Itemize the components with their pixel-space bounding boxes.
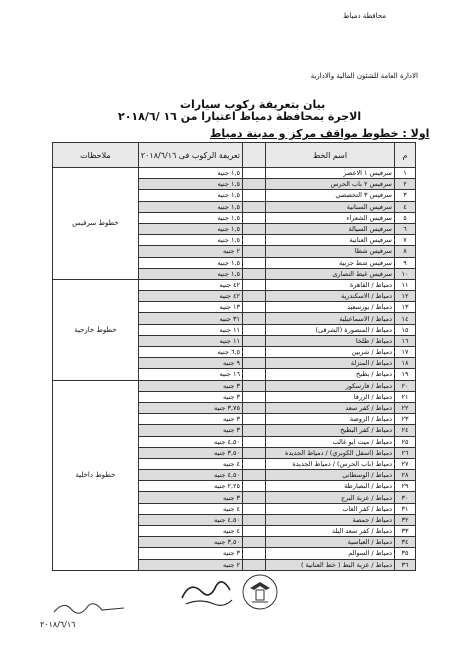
empty-cell: [243, 168, 266, 179]
empty-cell: [243, 291, 266, 302]
fare-value: ٤ جنيه: [138, 458, 242, 469]
fare-value: ٤,٥٠ جنيه: [138, 470, 242, 481]
route-name: دمياط / المنزلة: [266, 358, 395, 369]
signature-date: ٢٠١٨/٦/١٦: [40, 620, 76, 629]
empty-cell: [243, 447, 266, 458]
fare-value: ٣ جنيه: [138, 492, 242, 503]
fare-value: ١,٥ جنيه: [138, 268, 242, 279]
section-title: اولا : خطوط مواقف مركز و مدينة دمياط: [210, 127, 430, 140]
row-number: ٥: [395, 212, 416, 223]
row-number: ١٢: [395, 291, 416, 302]
header-num: م: [395, 143, 416, 168]
empty-cell: [243, 279, 266, 290]
route-name: سرفيس ٢ باب الحرس: [266, 179, 395, 190]
route-name: دمياط / الوسطانى: [266, 470, 395, 481]
route-name: سرفيس العنانية: [266, 235, 395, 246]
empty-cell: [243, 223, 266, 234]
fare-value: ٤ جنيه: [138, 503, 242, 514]
route-name: دمياط / كفر الغاب: [266, 503, 395, 514]
fare-value: ١,٥ جنيه: [138, 223, 242, 234]
fare-value: ٣١ جنيه: [138, 313, 242, 324]
fare-value: ٤ جنيه: [138, 526, 242, 537]
route-name: دمياط / جمصة: [266, 514, 395, 525]
document-subtitle: الاجرة بمحافظة دمياط اعتبارا من ١٦ /٢٠١٨/٦: [118, 110, 362, 123]
row-number: ٣٤: [395, 537, 416, 548]
governorate-header: محافظة دمياط: [343, 12, 387, 20]
empty-cell: [243, 414, 266, 425]
route-name: سرفيس شطا: [266, 246, 395, 257]
row-number: ١٩: [395, 369, 416, 380]
group-note: خطوط داخلية: [53, 380, 139, 570]
row-number: ٢٨: [395, 470, 416, 481]
row-number: ١: [395, 168, 416, 179]
row-number: ٣٦: [395, 559, 416, 570]
row-number: ٧: [395, 235, 416, 246]
fare-value: ١,٥ جنيه: [138, 235, 242, 246]
route-name: دمياط / بطيخ: [266, 369, 395, 380]
fare-value: ٣,٧٥ جنيه: [138, 402, 242, 413]
fare-value: ١,٥ جنيه: [138, 212, 242, 223]
eagle-seal-icon: [240, 572, 280, 612]
route-name: دمياط / كفر سعد: [266, 402, 395, 413]
row-number: ٢١: [395, 391, 416, 402]
route-name: دمياط / بورسعيد: [266, 302, 395, 313]
row-number: ١٣: [395, 302, 416, 313]
header-blank: [243, 143, 266, 168]
row-number: ٣٠: [395, 492, 416, 503]
empty-cell: [243, 212, 266, 223]
fare-value: ١١ جنيه: [138, 335, 242, 346]
row-number: ٣٥: [395, 548, 416, 559]
row-number: ٣١: [395, 503, 416, 514]
route-name: سرفيس الشعراء: [266, 212, 395, 223]
empty-cell: [243, 246, 266, 257]
route-name: دمياط / القاهرة: [266, 279, 395, 290]
table-row: [53, 168, 416, 179]
fare-value: ٤,٥٠ جنيه: [138, 436, 242, 447]
empty-cell: [243, 436, 266, 447]
row-number: ٢٦: [395, 447, 416, 458]
fares-table: [52, 142, 416, 571]
empty-cell: [243, 470, 266, 481]
empty-cell: [243, 503, 266, 514]
handwritten-signature: [50, 598, 130, 620]
fare-value: ٢ جنيه: [138, 559, 242, 570]
fare-value: ٣ جنيه: [138, 391, 242, 402]
table-header-row: [53, 143, 416, 168]
empty-cell: [243, 347, 266, 358]
empty-cell: [243, 201, 266, 212]
fare-value: ١٦ جنيه: [138, 369, 242, 380]
row-number: ٣: [395, 190, 416, 201]
route-name: دمياط (اسفل الكوبري) / دمياط الجديدة: [266, 447, 395, 458]
route-name: دمياط / عزبة البط ( خط العنانية ): [266, 559, 395, 570]
route-name: دمياط / المنصورة (الشرقى): [266, 324, 395, 335]
empty-cell: [243, 335, 266, 346]
row-number: ٦: [395, 223, 416, 234]
fare-value: ٣ جنيه: [138, 414, 242, 425]
empty-cell: [243, 537, 266, 548]
empty-cell: [243, 369, 266, 380]
route-name: سرفيس ١ الاعصر: [266, 168, 395, 179]
row-number: ٩: [395, 257, 416, 268]
route-name: سرفيس السيالة: [266, 223, 395, 234]
route-name: دمياط / الاسماعيلية: [266, 313, 395, 324]
empty-cell: [243, 425, 266, 436]
fare-value: ٢ جنيه: [138, 246, 242, 257]
fare-value: ٤,٥٠ جنيه: [138, 514, 242, 525]
row-number: ٤: [395, 201, 416, 212]
empty-cell: [243, 559, 266, 570]
fare-value: ٣ جنيه: [138, 548, 242, 559]
empty-cell: [243, 458, 266, 469]
route-name: دمياط / الزرقا: [266, 391, 395, 402]
row-number: ٨: [395, 246, 416, 257]
row-number: ١١: [395, 279, 416, 290]
route-name: دمياط / كفر البطيخ: [266, 425, 395, 436]
empty-cell: [243, 548, 266, 559]
empty-cell: [243, 235, 266, 246]
row-number: ٢: [395, 179, 416, 190]
empty-cell: [243, 391, 266, 402]
route-name: دمياط (باب الحرس) / دمياط الجديدة: [266, 458, 395, 469]
fare-value: ٩ جنيه: [138, 358, 242, 369]
fare-value: ٤٢ جنيه: [138, 291, 242, 302]
fare-value: ٦,٥ جنيه: [138, 347, 242, 358]
empty-cell: [243, 358, 266, 369]
row-number: ١٠: [395, 268, 416, 279]
empty-cell: [243, 179, 266, 190]
empty-cell: [243, 492, 266, 503]
fare-value: ٣ جنيه: [138, 380, 242, 391]
empty-cell: [243, 514, 266, 525]
empty-cell: [243, 402, 266, 413]
row-number: ٢٤: [395, 425, 416, 436]
fare-value: ١,٥ جنيه: [138, 179, 242, 190]
route-name: دمياط / عزبة البرج: [266, 492, 395, 503]
group-note: خطوط خارجية: [53, 279, 139, 380]
table-row: [53, 380, 416, 391]
fare-value: ٣ جنيه: [138, 425, 242, 436]
route-name: دمياط / العباسية: [266, 537, 395, 548]
row-number: ٢٢: [395, 402, 416, 413]
row-number: ٢٥: [395, 436, 416, 447]
fare-value: ٤٢ جنيه: [138, 279, 242, 290]
route-name: دمياط / كفر سعد البلد: [266, 526, 395, 537]
route-name: سرفيس السنانية: [266, 201, 395, 212]
header-fare: تعريفة الركوب فى ٢٠١٨/٦/١٦: [138, 143, 242, 168]
route-name: دمياط / شربين: [266, 347, 395, 358]
empty-cell: [243, 313, 266, 324]
row-number: ٢٠: [395, 380, 416, 391]
fare-value: ١,٥ جنيه: [138, 168, 242, 179]
department-header: الادارة العامة للشئون المالية والادارية: [310, 72, 418, 80]
empty-cell: [243, 526, 266, 537]
row-number: ٢٩: [395, 481, 416, 492]
empty-cell: [243, 302, 266, 313]
row-number: ١٦: [395, 335, 416, 346]
row-number: ٣٢: [395, 514, 416, 525]
group-note: خطوط سرفيس: [53, 168, 139, 280]
header-line-name: اسم الخط: [266, 143, 395, 168]
route-name: دمياط / الاسكندرية: [266, 291, 395, 302]
route-name: سرفيس ٣ التخصصي: [266, 190, 395, 201]
empty-cell: [243, 481, 266, 492]
route-name: دمياط / ميت ابو غالب: [266, 436, 395, 447]
route-name: دمياط / الروضة: [266, 414, 395, 425]
row-number: ١٨: [395, 358, 416, 369]
route-name: دمياط / البصارطة: [266, 481, 395, 492]
row-number: ٣٣: [395, 526, 416, 537]
fare-value: ١,٥ جنيه: [138, 190, 242, 201]
fare-value: ١٣ جنيه: [138, 302, 242, 313]
fare-value: ٣,٥٠ جنيه: [138, 447, 242, 458]
fare-value: ١١ جنيه: [138, 324, 242, 335]
header-notes: ملاحظات: [53, 143, 139, 168]
fare-value: ٢,٢٥ جنيه: [138, 481, 242, 492]
fare-value: ١,٥ جنيه: [138, 201, 242, 212]
empty-cell: [243, 268, 266, 279]
empty-cell: [243, 190, 266, 201]
row-number: ٢٧: [395, 458, 416, 469]
document-title: بيان بتعريفة ركوب سيارات: [180, 98, 326, 111]
empty-cell: [243, 324, 266, 335]
route-name: دمياط / طلخا: [266, 335, 395, 346]
fare-value: ١,٥ جنيه: [138, 257, 242, 268]
table-row: [53, 279, 416, 290]
empty-cell: [243, 380, 266, 391]
row-number: ١٤: [395, 313, 416, 324]
route-name: دمياط / فارسكور: [266, 380, 395, 391]
empty-cell: [243, 257, 266, 268]
route-name: سرفيس غيط النصارى: [266, 268, 395, 279]
route-name: سرفيس شط جربية: [266, 257, 395, 268]
stamp-signature: [176, 570, 236, 614]
row-number: ١٧: [395, 347, 416, 358]
table-body: [53, 168, 416, 571]
row-number: ١٥: [395, 324, 416, 335]
fare-value: ٣,٥٠ جنيه: [138, 537, 242, 548]
row-number: ٢٣: [395, 414, 416, 425]
route-name: دمياط / السوالم: [266, 548, 395, 559]
